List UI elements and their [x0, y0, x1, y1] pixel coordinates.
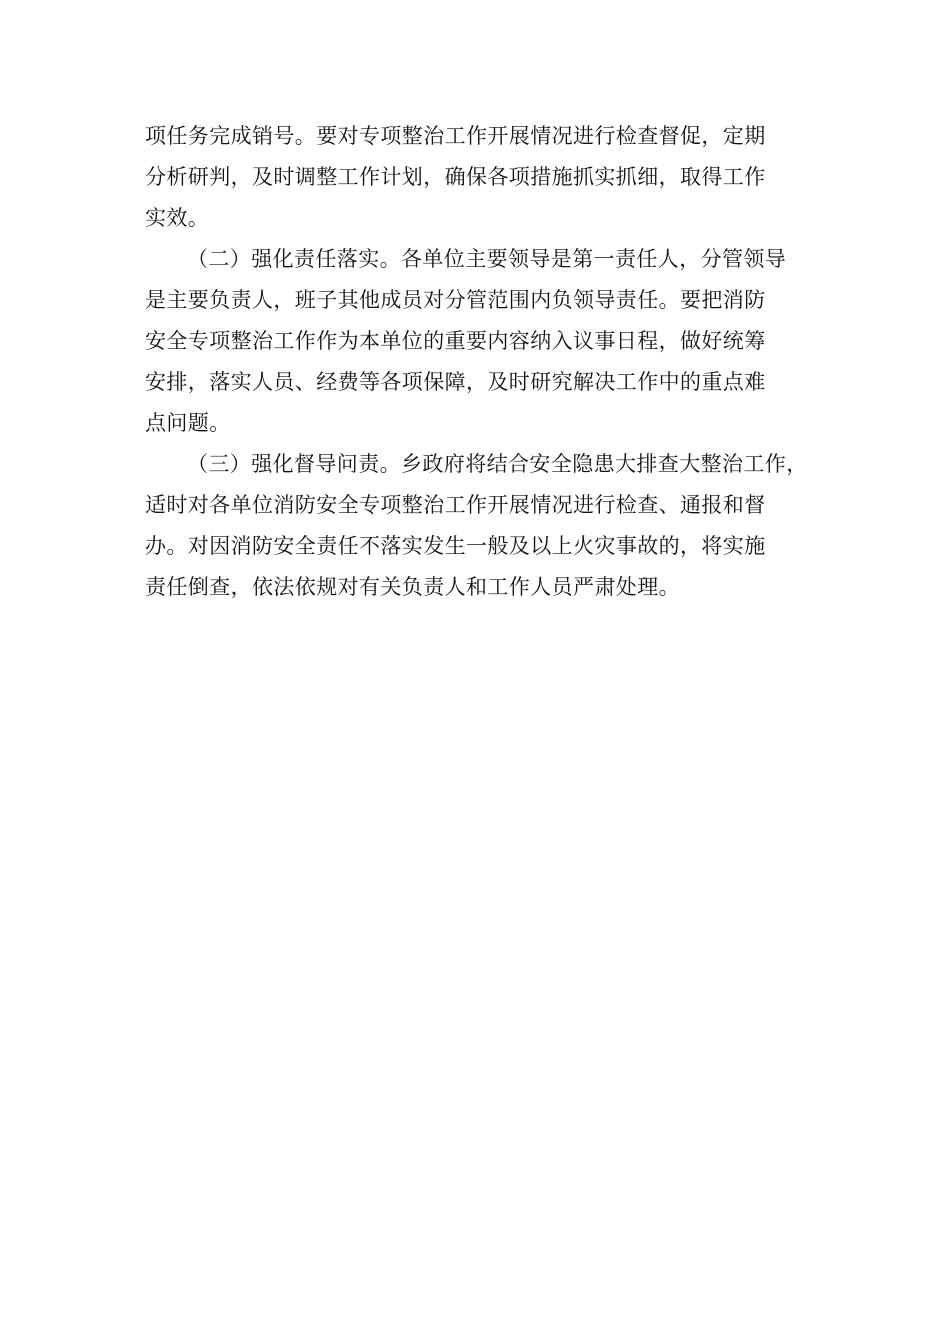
text-line: （二）强化责任落实。各单位主要领导是第一责任人，分管领导 — [187, 247, 787, 271]
text-line: 分析研判，及时调整工作计划，确保各项措施抓实抓细，取得工作 — [145, 165, 766, 189]
document-body — [145, 116, 835, 608]
text-line: 项任务完成销号。要对专项整治工作开展情况进行检查督促，定期 — [145, 124, 766, 148]
text-line: 安排，落实人员、经费等各项保障，及时研究解决工作中的重点难 — [145, 370, 766, 394]
paragraph-supervision — [145, 444, 835, 608]
text-line: 办。对因消防安全责任不落实发生一般及以上火灾事故的，将实施 — [145, 534, 766, 558]
text-line: 安全专项整治工作作为本单位的重要内容纳入议事日程，做好统筹 — [145, 329, 766, 353]
text-line: 点问题。 — [145, 411, 231, 435]
paragraph-continuation — [145, 116, 835, 239]
paragraph-responsibility — [145, 239, 835, 444]
text-line: （三）强化督导问责。乡政府将结合安全隐患大排查大整治工作， — [187, 452, 808, 476]
text-line: 实效。 — [145, 206, 210, 230]
text-line: 责任倒查，依法依规对有关负责人和工作人员严肃处理。 — [145, 575, 680, 599]
text-line: 是主要负责人，班子其他成员对分管范围内负领导责任。要把消防 — [145, 288, 766, 312]
text-line: 适时对各单位消防安全专项整治工作开展情况进行检查、通报和督 — [145, 493, 766, 517]
